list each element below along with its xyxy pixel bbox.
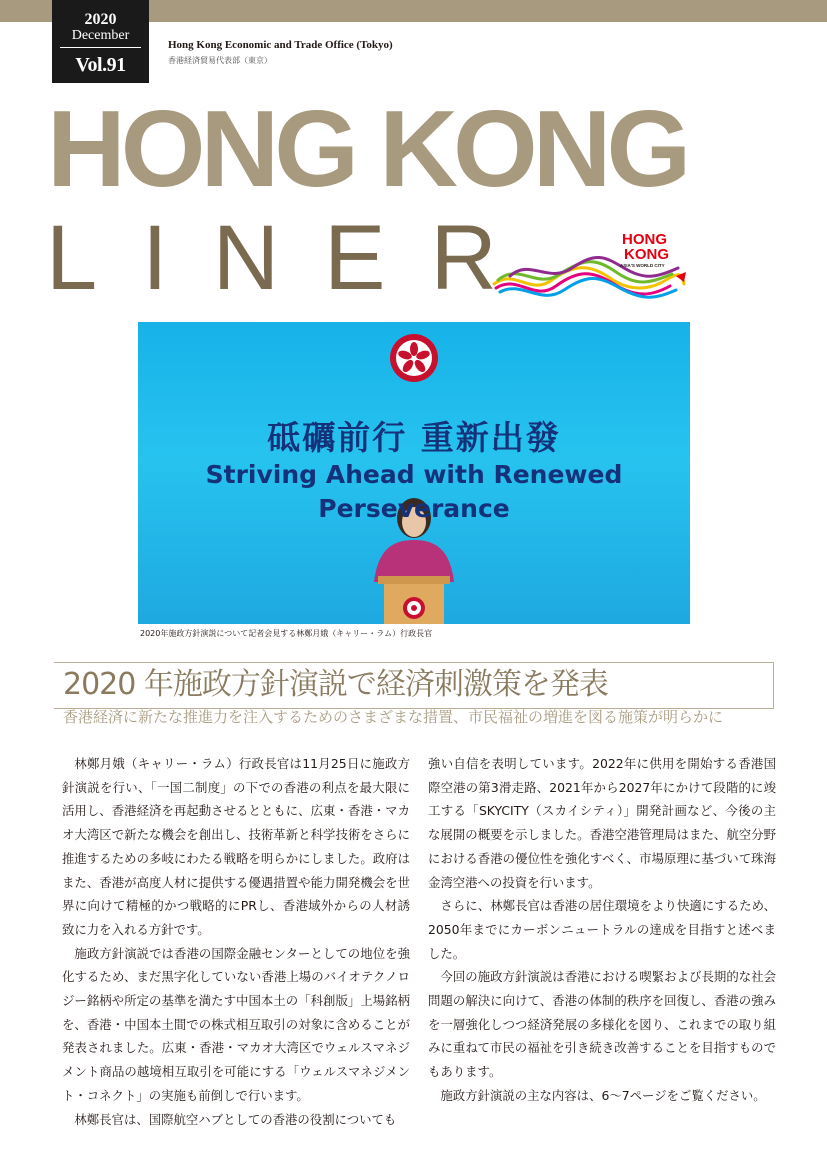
backdrop-chinese-slogan: 砥礪前行 重新出發 (267, 418, 561, 457)
masthead-title-liner: LINER (46, 207, 542, 309)
issue-year: 2020 (84, 11, 117, 28)
issue-volume: Vol.91 (75, 54, 126, 76)
paragraph: 施政方針演説では香港の国際金融センターとしての地位を強化するため、まだ黒字化していない香港上場のバイオテクノロジー銘柄や所定の基準を満たす中国本土の「科創版」上場銘柄を、香港・中国本土間での株式相互取引の対象に含めることが発表されました。広東・香港・マカオ大湾区でウェルスマネジメント商品の越境相互取引を可能にする「ウェルスマネジメント・コネクト」の実施も前倒しで行います。 (62, 945, 410, 1103)
issue-month: December (71, 28, 130, 43)
office-name-english: Hong Kong Economic and Trade Office (Tokyo) (168, 39, 393, 51)
paragraph: さらに、林鄭長官は香港の居住環境をより快適にするため、2050年までにカーボンニュートラルの達成を目指すと述べました。 (428, 898, 776, 961)
office-name-japanese: 香港経済貿易代表部（東京） (168, 56, 272, 65)
paragraph: 今回の施政方針演説は香港における喫緊および長期的な社会問題の解決に向けて、香港の体制的秩序を回復し、香港の強みを一層強化しつつ経済発展の多様化を図り、これまでの取り組みに重ねて市民の福祉を引き続き改善することを目指すものでもあります。 (428, 969, 776, 1080)
paragraph: 強い自信を表明しています。2022年に供用を開始する香港国際空港の第3滑走路、2021年から2027年にかけて段階的に竣工する「SKYCITY（スカイシティ）」開発計画など、今後の主な展開の概要を示しました。香港空港管理局はまた、航空分野における香港の優位性を強化すべく、市場原理に基づいて珠海金湾空港への投資を行います。 (428, 756, 776, 890)
brand-logo-tagline: ASIA'S WORLD CITY (620, 263, 665, 268)
paragraph: 施政方針演説の主な内容は、6～7ページをご覧ください。 (440, 1087, 766, 1103)
podium (378, 576, 450, 624)
cover-photo (138, 322, 690, 624)
photo-caption: 2020年施政方針演説について記者会見する林鄭月娥（キャリー・ラム）行政長官 (140, 629, 433, 638)
paragraph: 林鄭月娥（キャリー・ラム）行政長官は11月25日に施政方針演説を行い、「一国二制度」の下での香港の利点を最大限に活用し、香港経済を再起動させるとともに、広東・香港・マカオ大湾区で新たな機会を創出し、技術革新と科学技術をさらに推進するための多岐にわたる戦略を明らかにしました。政府はまた、香港が高度人材に提供する優遇措置や能力開発機会を世界に向けて精極的かつ戦略的にPRし、香港域外からの人材誘致に力を入れる方針です。 (62, 756, 410, 937)
brand-logo-line2: KONG (624, 246, 669, 263)
backdrop-english-slogan: Striving Ahead with Renewed Perseverance (205, 460, 623, 523)
article-left-column (62, 752, 410, 1131)
badge-divider (60, 47, 141, 48)
paragraph: 林鄭長官は、国際航空ハブとしての香港の役割についても (74, 1111, 397, 1127)
article-right-column (428, 752, 776, 1108)
issue-badge (52, 0, 149, 83)
brand-logo-line1: HONG (622, 231, 667, 248)
article-headline: 2020 年施政方針演説で経済刺激策を発表 (63, 667, 608, 702)
brand-hong-kong-logo (490, 228, 690, 308)
masthead-title-hong-kong: HONG KONG (47, 88, 687, 210)
article-subheadline: 香港経済に新たな推進力を注入するためのさまざまな措置、市民福祉の増進を図る施策が明らかに (63, 708, 724, 726)
